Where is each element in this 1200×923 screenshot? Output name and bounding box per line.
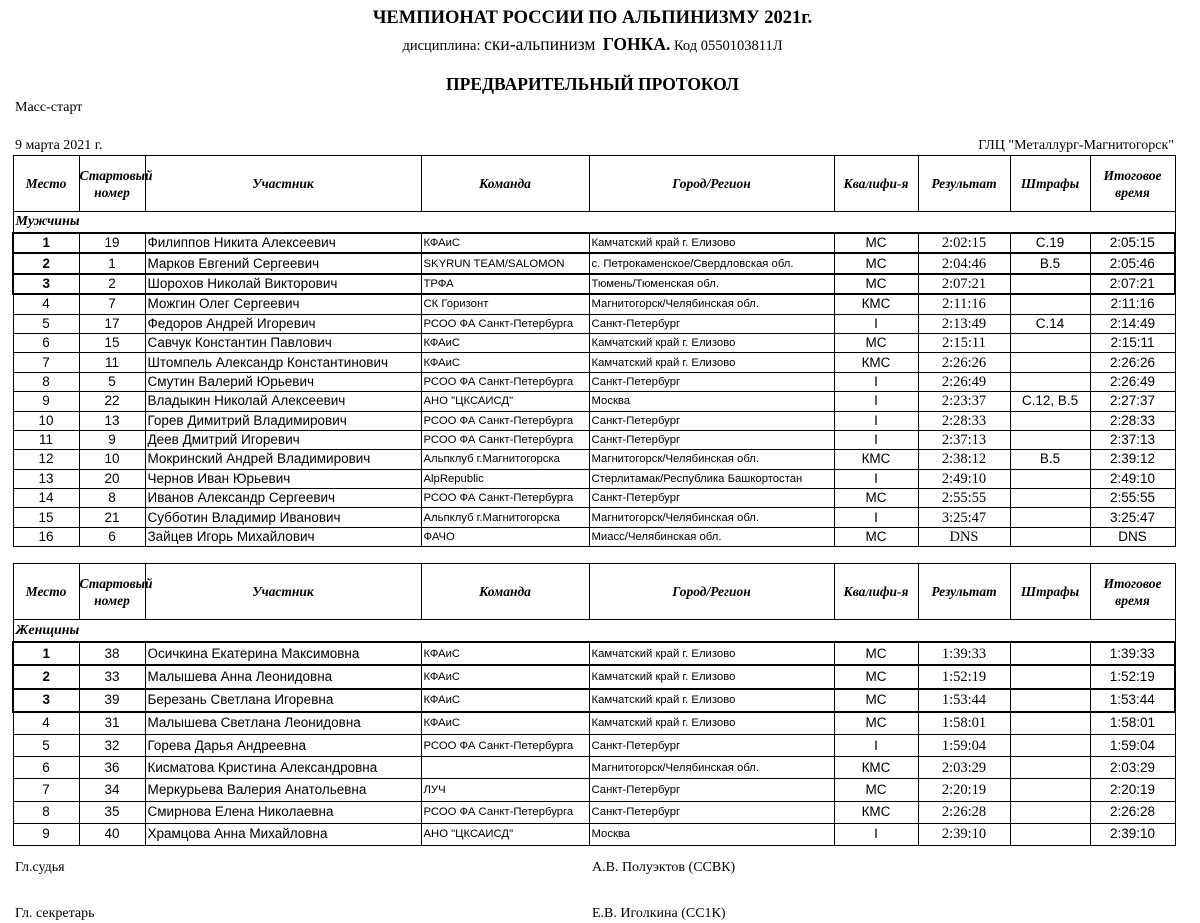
result-cell: DNS [918,527,1010,546]
bib-cell: 15 [79,333,145,352]
team-cell [421,757,589,779]
col-team-header: Команда [421,564,589,620]
city-cell: Камчатский край г. Елизово [589,333,834,352]
team-cell: РСОО ФА Санкт-Петербурга [421,411,589,430]
place-cell: 9 [13,823,79,845]
athlete-cell: Храмцова Анна Михайловна [145,823,421,845]
table-row [13,801,1175,823]
total-cell: 2:55:55 [1090,489,1175,508]
result-cell: 2:28:33 [918,411,1010,430]
athlete-cell: Марков Евгений Сергеевич [145,253,421,273]
result-cell: 2:37:13 [918,430,1010,449]
table-row [13,665,1175,688]
team-cell: AlpRepublic [421,469,589,488]
athlete-cell: Меркурьева Валерия Анатольевна [145,779,421,801]
total-cell: 2:28:33 [1090,411,1175,430]
athlete-cell: Владыкин Николай Алексеевич [145,392,421,411]
penalty-cell [1010,430,1090,449]
place-cell: 13 [13,469,79,488]
table-row [13,489,1175,508]
col-total-header: Итоговое время [1090,156,1175,212]
result-cell: 1:58:01 [918,712,1010,735]
city-cell: Санкт-Петербург [589,372,834,391]
place-cell: 4 [13,294,79,314]
athlete-cell: Горев Димитрий Владимирович [145,411,421,430]
judge-label: Гл.судья [15,860,65,875]
bib-cell: 34 [79,779,145,801]
bib-cell: 1 [79,253,145,273]
team-cell: КФАиС [421,689,589,712]
qual-cell: I [834,430,918,449]
protocol-title: ПРЕДВАРИТЕЛЬНЫЙ ПРОТОКОЛ [446,74,739,94]
table-row [13,469,1175,488]
team-cell: РСОО ФА Санкт-Петербурга [421,734,589,756]
table-row [13,689,1175,712]
total-cell: 2:39:12 [1090,450,1175,469]
city-cell: Миасс/Челябинская обл. [589,527,834,546]
table-row [13,757,1175,779]
total-cell: 2:20:19 [1090,779,1175,801]
city-cell: Санкт-Петербург [589,489,834,508]
place-cell: 12 [13,450,79,469]
team-cell: КФАиС [421,333,589,352]
bib-cell: 17 [79,314,145,333]
qual-cell: МС [834,712,918,735]
city-cell: Санкт-Петербург [589,411,834,430]
bib-cell: 19 [79,233,145,253]
result-cell: 2:49:10 [918,469,1010,488]
result-cell: 2:04:46 [918,253,1010,273]
table-row [13,253,1175,273]
penalty-cell [1010,801,1090,823]
result-cell: 1:52:19 [918,665,1010,688]
bib-cell: 6 [79,527,145,546]
bib-cell: 35 [79,801,145,823]
bib-cell: 13 [79,411,145,430]
team-cell: РСОО ФА Санкт-Петербурга [421,801,589,823]
qual-cell: I [834,734,918,756]
qual-cell: МС [834,527,918,546]
team-cell: РСОО ФА Санкт-Петербурга [421,489,589,508]
penalty-cell [1010,757,1090,779]
athlete-cell: Шорохов Николай Викторович [145,274,421,294]
place-cell: 5 [13,314,79,333]
result-cell: 2:39:10 [918,823,1010,845]
team-cell: ФАЧО [421,527,589,546]
table-row [13,314,1175,333]
city-cell: Москва [589,823,834,845]
qual-cell: МС [834,274,918,294]
team-cell: АНО "ЦКСАИСД" [421,392,589,411]
bib-cell: 7 [79,294,145,314]
table-row [13,734,1175,756]
city-cell: Камчатский край г. Елизово [589,665,834,688]
qual-cell: I [834,469,918,488]
city-cell: Магнитогорск/Челябинская обл. [589,757,834,779]
place-cell: 6 [13,333,79,352]
qual-cell: МС [834,665,918,688]
result-cell: 2:20:19 [918,779,1010,801]
team-cell: КФАиС [421,665,589,688]
total-cell: 2:15:11 [1090,333,1175,352]
result-cell: 2:15:11 [918,333,1010,352]
discipline-label: дисциплина: [402,38,481,54]
result-cell: 2:55:55 [918,489,1010,508]
event-date: 9 марта 2021 г. [15,138,103,153]
athlete-cell: Деев Дмитрий Игоревич [145,430,421,449]
athlete-cell: Федоров Андрей Игоревич [145,314,421,333]
penalty-cell [1010,689,1090,712]
qual-cell: МС [834,333,918,352]
qual-cell: I [834,392,918,411]
total-cell: 1:59:04 [1090,734,1175,756]
qual-cell: МС [834,689,918,712]
athlete-cell: Чернов Иван Юрьевич [145,469,421,488]
athlete-cell: Горева Дарья Андреевна [145,734,421,756]
result-cell: 1:39:33 [918,642,1010,665]
team-cell: КФАиС [421,233,589,253]
col-athlete-header: Участник [145,564,421,620]
total-cell: 1:52:19 [1090,665,1175,688]
place-cell: 7 [13,353,79,372]
penalty-cell [1010,527,1090,546]
penalty-cell [1010,411,1090,430]
result-cell: 1:53:44 [918,689,1010,712]
total-cell: 1:58:01 [1090,712,1175,735]
penalty-cell [1010,508,1090,527]
team-cell: КФАиС [421,353,589,372]
table-row [13,233,1175,253]
team-cell: SKYRUN TEAM/SALOMON [421,253,589,273]
race-type: ГОНКА. [602,34,671,54]
result-cell: 2:26:28 [918,801,1010,823]
athlete-cell: Субботин Владимир Иванович [145,508,421,527]
group-label: Мужчины [13,212,1175,234]
place-cell: 2 [13,665,79,688]
city-cell: Камчатский край г. Елизово [589,712,834,735]
team-cell: ТРФА [421,274,589,294]
city-cell: Москва [589,392,834,411]
place-cell: 16 [13,527,79,546]
city-cell: Магнитогорск/Челябинская обл. [589,508,834,527]
table-row [13,527,1175,546]
total-cell: 2:26:28 [1090,801,1175,823]
penalty-cell: В.5 [1010,253,1090,273]
qual-cell: КМС [834,450,918,469]
place-cell: 11 [13,430,79,449]
penalty-cell [1010,353,1090,372]
total-cell: 2:37:13 [1090,430,1175,449]
col-qual-header: Квалифи-я [834,156,918,212]
total-cell: 2:05:15 [1090,233,1175,253]
penalty-cell [1010,469,1090,488]
table-row [13,508,1175,527]
table-row [13,823,1175,845]
col-result-header: Результат [918,564,1010,620]
judge-name: А.В. Полуэктов (ССВК) [592,860,736,875]
penalty-cell [1010,642,1090,665]
bib-cell: 2 [79,274,145,294]
bib-cell: 5 [79,372,145,391]
bib-cell: 9 [79,430,145,449]
bib-cell: 38 [79,642,145,665]
table-row [13,392,1175,411]
table-row [13,353,1175,372]
result-cell: 1:59:04 [918,734,1010,756]
col-city-header: Город/Регион [589,156,834,212]
city-cell: Санкт-Петербург [589,801,834,823]
city-cell: Санкт-Петербург [589,314,834,333]
result-cell: 2:11:16 [918,294,1010,314]
penalty-cell [1010,712,1090,735]
bib-cell: 10 [79,450,145,469]
athlete-cell: Смутин Валерий Юрьевич [145,372,421,391]
place-cell: 15 [13,508,79,527]
penalty-cell [1010,372,1090,391]
team-cell: Альпклуб г.Магнитогорска [421,450,589,469]
team-cell: СК Горизонт [421,294,589,314]
qual-cell: КМС [834,294,918,314]
city-cell: Камчатский край г. Елизово [589,642,834,665]
qual-cell: I [834,372,918,391]
table-row [13,430,1175,449]
men-results-table [12,155,1176,547]
place-cell: 1 [13,233,79,253]
total-cell: 2:05:46 [1090,253,1175,273]
bib-cell: 36 [79,757,145,779]
col-place-header: Место [13,564,79,620]
team-cell: ЛУЧ [421,779,589,801]
penalty-cell [1010,665,1090,688]
team-cell: РСОО ФА Санкт-Петербурга [421,430,589,449]
total-cell: 1:53:44 [1090,689,1175,712]
penalty-cell [1010,489,1090,508]
place-cell: 3 [13,274,79,294]
discipline-name: ски-альпинизм [484,34,596,54]
col-penalty-header: Штрафы [1010,156,1090,212]
athlete-cell: Смирнова Елена Николаевна [145,801,421,823]
group-row [13,620,1175,643]
athlete-cell: Осичкина Екатерина Максимовна [145,642,421,665]
bib-cell: 32 [79,734,145,756]
total-cell: 3:25:47 [1090,508,1175,527]
qual-cell: МС [834,779,918,801]
city-cell: Санкт-Петербург [589,734,834,756]
header-row [13,564,1175,620]
table-row [13,372,1175,391]
athlete-cell: Малышева Светлана Леонидовна [145,712,421,735]
total-cell: DNS [1090,527,1175,546]
total-cell: 2:39:10 [1090,823,1175,845]
team-cell: РСОО ФА Санкт-Петербурга [421,372,589,391]
event-venue: ГЛЦ "Металлург-Магнитогорск" [978,138,1174,153]
city-cell: Камчатский край г. Елизово [589,353,834,372]
result-cell: 2:03:29 [918,757,1010,779]
result-cell: 2:26:26 [918,353,1010,372]
penalty-cell [1010,294,1090,314]
bib-cell: 20 [79,469,145,488]
city-cell: Тюмень/Тюменская обл. [589,274,834,294]
athlete-cell: Можгин Олег Сергеевич [145,294,421,314]
place-cell: 1 [13,642,79,665]
penalty-cell [1010,823,1090,845]
qual-cell: I [834,823,918,845]
city-cell: Санкт-Петербург [589,779,834,801]
total-cell: 2:27:37 [1090,392,1175,411]
document-title: ЧЕМПИОНАТ РОССИИ ПО АЛЬПИНИЗМУ 2021г. [372,8,813,28]
col-city-header: Город/Регион [589,564,834,620]
result-cell: 2:26:49 [918,372,1010,391]
result-cell: 2:13:49 [918,314,1010,333]
penalty-cell: С.19 [1010,233,1090,253]
athlete-cell: Березань Светлана Игоревна [145,689,421,712]
penalty-cell [1010,333,1090,352]
city-cell: Стерлитамак/Республика Башкортостан [589,469,834,488]
qual-cell: МС [834,642,918,665]
result-cell: 2:38:12 [918,450,1010,469]
total-cell: 2:26:26 [1090,353,1175,372]
team-cell: АНО "ЦКСАИСД" [421,823,589,845]
col-total-header: Итоговое время [1090,564,1175,620]
penalty-cell: С.14 [1010,314,1090,333]
total-cell: 2:03:29 [1090,757,1175,779]
col-bib-header: Стартовый номер [79,564,145,620]
qual-cell: I [834,314,918,333]
place-cell: 8 [13,801,79,823]
athlete-cell: Савчук Константин Павлович [145,333,421,352]
athlete-cell: Иванов Александр Сергеевич [145,489,421,508]
result-cell: 3:25:47 [918,508,1010,527]
athlete-cell: Кисматова Кристина Александровна [145,757,421,779]
group-label: Женщины [13,620,1175,643]
result-cell: 2:07:21 [918,274,1010,294]
total-cell: 2:07:21 [1090,274,1175,294]
penalty-cell [1010,779,1090,801]
start-type: Масс-старт [15,100,83,115]
group-row [13,212,1175,234]
city-cell: Санкт-Петербург [589,430,834,449]
city-cell: Камчатский край г. Елизово [589,233,834,253]
place-cell: 2 [13,253,79,273]
table-row [13,779,1175,801]
city-cell: Камчатский край г. Елизово [589,689,834,712]
place-cell: 14 [13,489,79,508]
penalty-cell: В.5 [1010,450,1090,469]
qual-cell: МС [834,233,918,253]
col-place-header: Место [13,156,79,212]
col-athlete-header: Участник [145,156,421,212]
athlete-cell: Малышева Анна Леонидовна [145,665,421,688]
athlete-cell: Штомпель Александр Константинович [145,353,421,372]
qual-cell: I [834,411,918,430]
place-cell: 6 [13,757,79,779]
team-cell: КФАиС [421,642,589,665]
secretary-label: Гл. секретарь [15,906,95,921]
qual-cell: КМС [834,757,918,779]
discipline-code: Код 0550103811Л [673,38,783,54]
bib-cell: 39 [79,689,145,712]
place-cell: 5 [13,734,79,756]
table-row [13,450,1175,469]
col-result-header: Результат [918,156,1010,212]
team-cell: КФАиС [421,712,589,735]
result-cell: 2:02:15 [918,233,1010,253]
col-team-header: Команда [421,156,589,212]
place-cell: 10 [13,411,79,430]
qual-cell: МС [834,489,918,508]
penalty-cell: С.12, В.5 [1010,392,1090,411]
table-row [13,274,1175,294]
bib-cell: 31 [79,712,145,735]
total-cell: 1:39:33 [1090,642,1175,665]
bib-cell: 8 [79,489,145,508]
qual-cell: КМС [834,353,918,372]
athlete-cell: Филиппов Никита Алексеевич [145,233,421,253]
table-row [13,333,1175,352]
col-penalty-header: Штрафы [1010,564,1090,620]
bib-cell: 40 [79,823,145,845]
qual-cell: I [834,508,918,527]
team-cell: Альпклуб г.Магнитогорска [421,508,589,527]
place-cell: 9 [13,392,79,411]
place-cell: 3 [13,689,79,712]
athlete-cell: Зайцев Игорь Михайлович [145,527,421,546]
place-cell: 4 [13,712,79,735]
bib-cell: 22 [79,392,145,411]
secretary-name: Е.В. Иголкина (СС1К) [592,906,726,921]
total-cell: 2:14:49 [1090,314,1175,333]
city-cell: с. Петрокаменское/Свердловская обл. [589,253,834,273]
city-cell: Магнитогорск/Челябинская обл. [589,294,834,314]
header-row [13,156,1175,212]
total-cell: 2:26:49 [1090,372,1175,391]
bib-cell: 11 [79,353,145,372]
women-results-table [12,563,1176,846]
penalty-cell [1010,274,1090,294]
city-cell: Магнитогорск/Челябинская обл. [589,450,834,469]
col-qual-header: Квалифи-я [834,564,918,620]
discipline-line [0,34,1185,55]
col-bib-header: Стартовый номер [79,156,145,212]
athlete-cell: Мокринский Андрей Владимирович [145,450,421,469]
place-cell: 8 [13,372,79,391]
team-cell: РСОО ФА Санкт-Петербурга [421,314,589,333]
table-row [13,712,1175,735]
table-row [13,411,1175,430]
penalty-cell [1010,734,1090,756]
total-cell: 2:11:16 [1090,294,1175,314]
table-row [13,642,1175,665]
place-cell: 7 [13,779,79,801]
bib-cell: 21 [79,508,145,527]
qual-cell: КМС [834,801,918,823]
bib-cell: 33 [79,665,145,688]
result-cell: 2:23:37 [918,392,1010,411]
table-row [13,294,1175,314]
total-cell: 2:49:10 [1090,469,1175,488]
qual-cell: МС [834,253,918,273]
